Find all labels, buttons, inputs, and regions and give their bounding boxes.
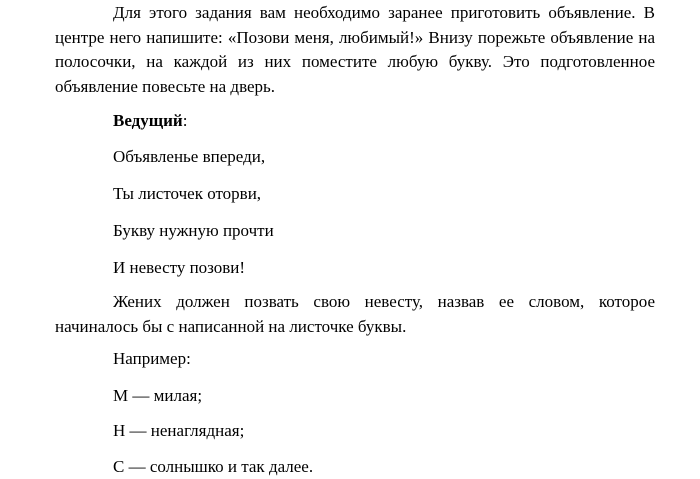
intro-paragraph: Для этого задания вам необходимо заранее приготовить объявление. В центре него напишите: «Позови меня, любимый!» Внизу порежьте объявление на полосочки, на каждой из них поместите любую букву. Это подготовленное объявление повесьте на дверь. [55, 3, 655, 96]
verse-line-2: Ты листочек оторви, [113, 184, 262, 203]
speaker-line [113, 109, 187, 133]
verse-line-4: И невесту позови! [113, 258, 246, 277]
verse-line-1: Объявленье впереди, [113, 147, 266, 166]
instruction-paragraph: Жених должен позвать свою невесту, назвав ее словом, которое начиналось бы с написанной на листочке буквы. [55, 292, 655, 336]
example-item-2: Н — ненаглядная; [113, 421, 245, 440]
example-label: Например: [113, 349, 191, 368]
speaker-colon: : [182, 111, 188, 130]
example-item-3: С — солнышко и так далее. [113, 457, 314, 476]
example-item-1: М — милая; [113, 386, 203, 405]
document-page [55, 0, 655, 479]
speaker-label: Ведущий [113, 111, 183, 130]
verse-line-3: Букву нужную прочти [113, 221, 274, 240]
